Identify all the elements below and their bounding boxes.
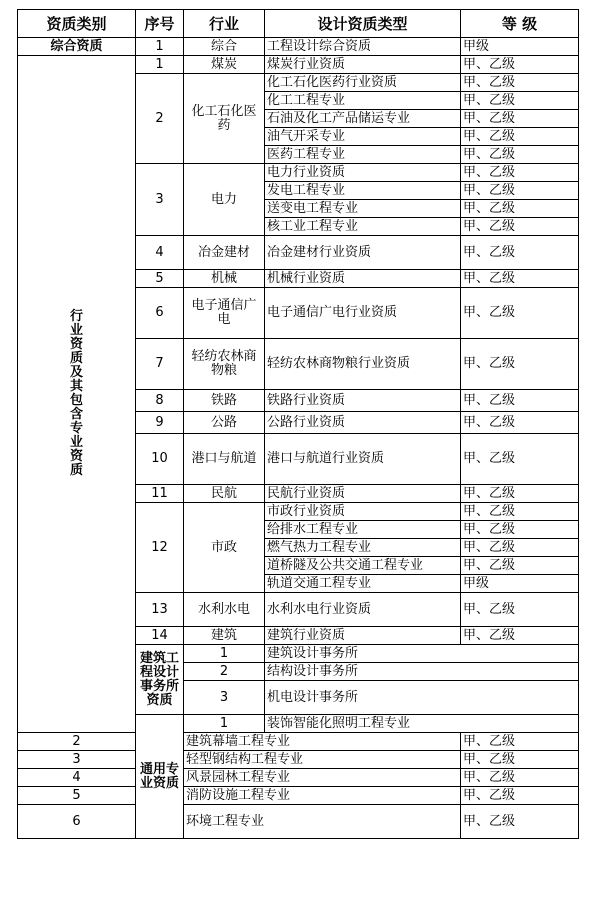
cell-industry: 公路: [184, 412, 265, 434]
cell-no: 1: [136, 56, 184, 74]
vertical-char: 行: [69, 309, 83, 324]
header-type: 设计资质类型: [265, 10, 461, 38]
table-row: [18, 56, 579, 74]
cell-grade: 甲、乙级: [461, 434, 579, 485]
cell-grade: 甲、乙级: [461, 200, 579, 218]
cell-grade: 甲、乙级: [461, 593, 579, 627]
cell-type: 煤炭行业资质: [265, 56, 461, 74]
vertical-char: 专: [69, 421, 83, 436]
cell-no: 13: [136, 593, 184, 627]
cell-grade: 甲、乙级: [461, 270, 579, 288]
cell-grade: 甲、乙级: [461, 733, 579, 751]
cell-grade: 甲、乙级: [461, 412, 579, 434]
vertical-char: 含: [69, 407, 83, 422]
cell-type: 给排水工程专业: [265, 521, 461, 539]
cell-type: 石油及化工产品储运专业: [265, 110, 461, 128]
table-row: [18, 38, 579, 56]
cell-type: 港口与航道行业资质: [265, 434, 461, 485]
cell-no: 11: [136, 485, 184, 503]
cell-grade: 甲、乙级: [461, 485, 579, 503]
cell-grade: 甲、乙级: [461, 56, 579, 74]
cell-no: 6: [136, 288, 184, 339]
cell-grade: 甲、乙级: [461, 787, 579, 805]
cell-grade: 甲、乙级: [461, 164, 579, 182]
cell-type: 建筑设计事务所: [265, 645, 579, 663]
cell-grade: 甲、乙级: [461, 503, 579, 521]
table-row: [18, 733, 579, 751]
cell-type: 化工石化医药行业资质: [265, 74, 461, 92]
cell-grade: 甲、乙级: [461, 390, 579, 412]
cell-type: 市政行业资质: [265, 503, 461, 521]
cell-type: 医药工程专业: [265, 146, 461, 164]
section-industry-vertical: [18, 56, 136, 733]
header-grade: 等 级: [461, 10, 579, 38]
vertical-char: 业: [69, 435, 83, 450]
vertical-char: 业: [69, 323, 83, 338]
qualification-table: [17, 9, 579, 839]
cell-no: 3: [136, 164, 184, 236]
cell-no: 2: [18, 733, 136, 751]
cell-no: 12: [136, 503, 184, 593]
cell-type: 化工工程专业: [265, 92, 461, 110]
cell-type: 发电工程专业: [265, 182, 461, 200]
cell-type: 铁路行业资质: [265, 390, 461, 412]
cell-type: 轻型钢结构工程专业: [184, 751, 461, 769]
cell-industry: 机械: [184, 270, 265, 288]
cell-type: 机电设计事务所: [265, 681, 579, 715]
vertical-char: 质: [69, 463, 83, 478]
cell-grade: 甲、乙级: [461, 110, 579, 128]
cell-type: 道桥隧及公共交通工程专业: [265, 557, 461, 575]
cell-no: 14: [136, 627, 184, 645]
cell-industry: 化工石化医药: [184, 74, 265, 164]
cell-type: 结构设计事务所: [265, 663, 579, 681]
cell-no: 9: [136, 412, 184, 434]
cell-no: 7: [136, 339, 184, 390]
cell-grade: 甲、乙级: [461, 627, 579, 645]
vertical-char: 质: [69, 351, 83, 366]
cell-industry: 电力: [184, 164, 265, 236]
cell-industry: 电子通信广电: [184, 288, 265, 339]
vertical-char: 资: [69, 449, 83, 464]
cell-industry: 综合: [184, 38, 265, 56]
cell-grade: 甲、乙级: [461, 751, 579, 769]
cell-no: 8: [136, 390, 184, 412]
cell-type: 工程设计综合资质: [265, 38, 461, 56]
cell-grade: 甲、乙级: [461, 218, 579, 236]
cell-type: 电力行业资质: [265, 164, 461, 182]
cell-industry: 冶金建材: [184, 236, 265, 270]
cell-grade: 甲、乙级: [461, 128, 579, 146]
cell-type: 消防设施工程专业: [184, 787, 461, 805]
cell-type: 环境工程专业: [184, 805, 461, 839]
header-industry: 行业: [184, 10, 265, 38]
cell-type: 机械行业资质: [265, 270, 461, 288]
cell-type: 燃气热力工程专业: [265, 539, 461, 557]
table-row: [18, 787, 579, 805]
header-row: [18, 10, 579, 38]
cell-no: 1: [184, 715, 265, 733]
cell-no: 3: [184, 681, 265, 715]
cell-grade: 甲、乙级: [461, 74, 579, 92]
cell-industry: 港口与航道: [184, 434, 265, 485]
cell-no: 2: [184, 663, 265, 681]
section-comprehensive: 综合资质: [18, 38, 136, 56]
cell-type: 建筑行业资质: [265, 627, 461, 645]
cell-grade: 甲、乙级: [461, 288, 579, 339]
cell-type: 轨道交通工程专业: [265, 575, 461, 593]
table-row: [18, 805, 579, 839]
cell-type: 冶金建材行业资质: [265, 236, 461, 270]
cell-grade: 甲、乙级: [461, 182, 579, 200]
cell-no: 3: [18, 751, 136, 769]
section-firm: 建筑工程设计 事务所资质: [136, 645, 184, 715]
cell-no: 10: [136, 434, 184, 485]
cell-type: 风景园林工程专业: [184, 769, 461, 787]
header-category: 资质类别: [18, 10, 136, 38]
vertical-char: 其: [69, 379, 83, 394]
cell-type: 装饰智能化照明工程专业: [265, 715, 579, 733]
cell-no: 6: [18, 805, 136, 839]
cell-industry: 民航: [184, 485, 265, 503]
cell-grade: 甲、乙级: [461, 146, 579, 164]
cell-no: 2: [136, 74, 184, 164]
table-row: [18, 751, 579, 769]
qualification-table-container: [17, 9, 579, 839]
cell-industry: 煤炭: [184, 56, 265, 74]
cell-industry: 市政: [184, 503, 265, 593]
cell-industry: 水利水电: [184, 593, 265, 627]
cell-type: 建筑幕墙工程专业: [184, 733, 461, 751]
cell-type: 轻纺农林商物粮行业资质: [265, 339, 461, 390]
cell-no: 4: [18, 769, 136, 787]
header-no: 序号: [136, 10, 184, 38]
cell-grade: 甲、乙级: [461, 557, 579, 575]
table-row: [18, 769, 579, 787]
vertical-char: 包: [69, 393, 83, 408]
cell-grade: 甲、乙级: [461, 539, 579, 557]
cell-type: 送变电工程专业: [265, 200, 461, 218]
cell-grade: 甲、乙级: [461, 92, 579, 110]
cell-industry: 轻纺农林商物粮: [184, 339, 265, 390]
vertical-char: 及: [69, 365, 83, 380]
cell-grade: 甲级: [461, 38, 579, 56]
cell-grade: 甲、乙级: [461, 769, 579, 787]
cell-type: 电子通信广电行业资质: [265, 288, 461, 339]
vertical-char: 资: [69, 337, 83, 352]
cell-no: 5: [136, 270, 184, 288]
section-general: 通用专业资质: [136, 715, 184, 839]
cell-no: 4: [136, 236, 184, 270]
cell-grade: 甲、乙级: [461, 521, 579, 539]
cell-grade: 甲、乙级: [461, 236, 579, 270]
cell-grade: 甲、乙级: [461, 339, 579, 390]
cell-no: 5: [18, 787, 136, 805]
cell-no: 1: [136, 38, 184, 56]
cell-grade: 甲、乙级: [461, 805, 579, 839]
cell-type: 民航行业资质: [265, 485, 461, 503]
cell-type: 核工业工程专业: [265, 218, 461, 236]
cell-type: 水利水电行业资质: [265, 593, 461, 627]
cell-type: 油气开采专业: [265, 128, 461, 146]
cell-grade: 甲级: [461, 575, 579, 593]
cell-industry: 铁路: [184, 390, 265, 412]
cell-industry: 建筑: [184, 627, 265, 645]
cell-type: 公路行业资质: [265, 412, 461, 434]
cell-no: 1: [184, 645, 265, 663]
